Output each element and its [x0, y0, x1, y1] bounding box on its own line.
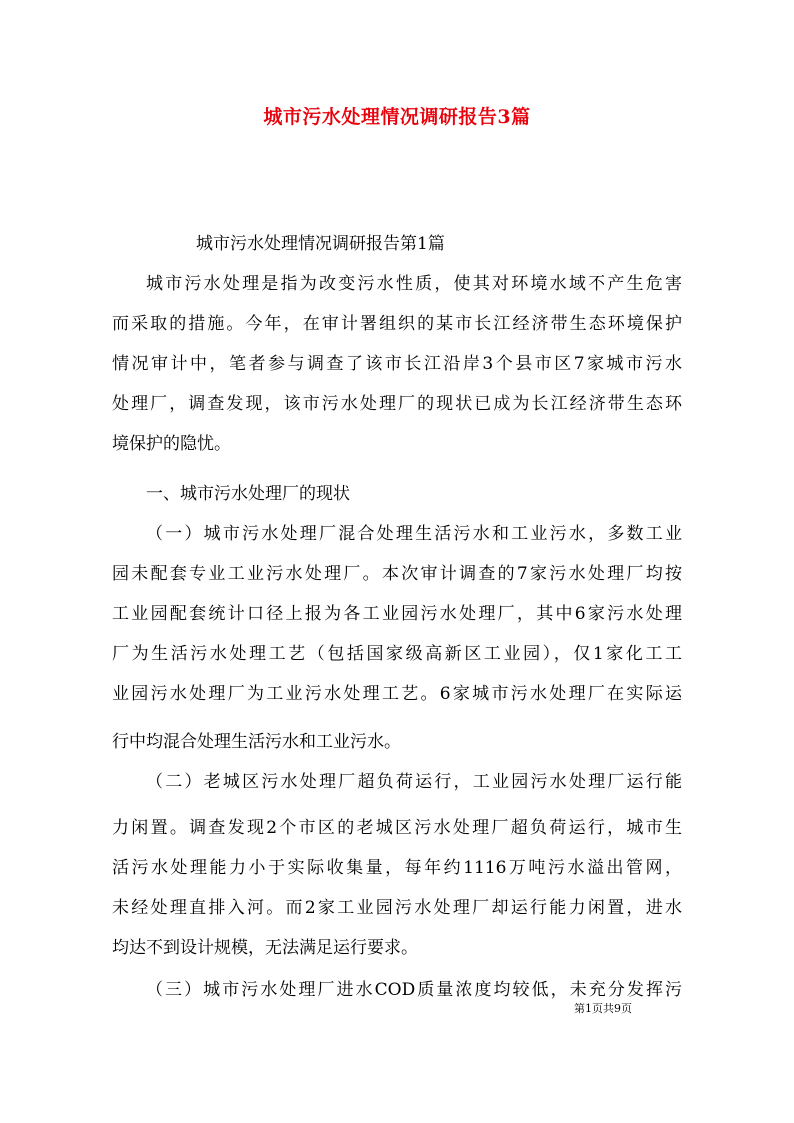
paragraph-line: 厂为生活污水处理工艺（包括国家级高新区工业园），仅1家化工工 — [112, 644, 682, 664]
paragraph-line: 城市污水处理是指为改变污水性质，使其对环境水域不产生危害 — [146, 274, 682, 294]
page-number: 第1页共9页 — [574, 1002, 632, 1015]
paragraph-line: （三）城市污水处理厂进水COD质量浓度均较低，未充分发挥污 — [146, 980, 682, 1000]
paragraph-line: 行中均混合处理生活污水和工业污水。 — [112, 732, 401, 752]
paragraph-line: 园未配套专业工业污水处理厂。本次审计调查的7家污水处理厂均按 — [112, 564, 682, 584]
paragraph-line: 活污水处理能力小于实际收集量，每年约1116万吨污水溢出管网， — [112, 858, 682, 878]
paragraph-line: 处理厂，调查发现，该市污水处理厂的现状已成为长江经济带生态环 — [112, 394, 682, 414]
paragraph-line: 境保护的隐忧。 — [112, 434, 231, 454]
paragraph-line: 未经处理直排入河。而2家工业园污水处理厂却运行能力闲置，进水 — [112, 898, 682, 918]
paragraph-line: （二）老城区污水处理厂超负荷运行，工业园污水处理厂运行能 — [146, 772, 682, 792]
paragraph-line: 而采取的措施。今年，在审计署组织的某市长江经济带生态环境保护 — [112, 314, 682, 334]
paragraph-line: 均达不到设计规模，无法满足运行要求。 — [112, 938, 418, 958]
section-subtitle: 城市污水处理情况调研报告第1篇 — [196, 234, 445, 254]
paragraph-line: 工业园配套统计口径上报为各工业园污水处理厂，其中6家污水处理 — [112, 604, 682, 624]
paragraph-line: （一）城市污水处理厂混合处理生活污水和工业污水，多数工业 — [146, 524, 682, 544]
section-heading: 一、城市污水处理厂的现状 — [146, 484, 350, 504]
document-title: 城市污水处理情况调研报告3篇 — [263, 106, 531, 128]
paragraph-line: 情况审计中，笔者参与调查了该市长江沿岸3个县市区7家城市污水 — [112, 354, 682, 374]
paragraph-line: 业园污水处理厂为工业污水处理工艺。6家城市污水处理厂在实际运 — [112, 684, 682, 704]
paragraph-line: 力闲置。调查发现2个市区的老城区污水处理厂超负荷运行，城市生 — [112, 818, 682, 838]
